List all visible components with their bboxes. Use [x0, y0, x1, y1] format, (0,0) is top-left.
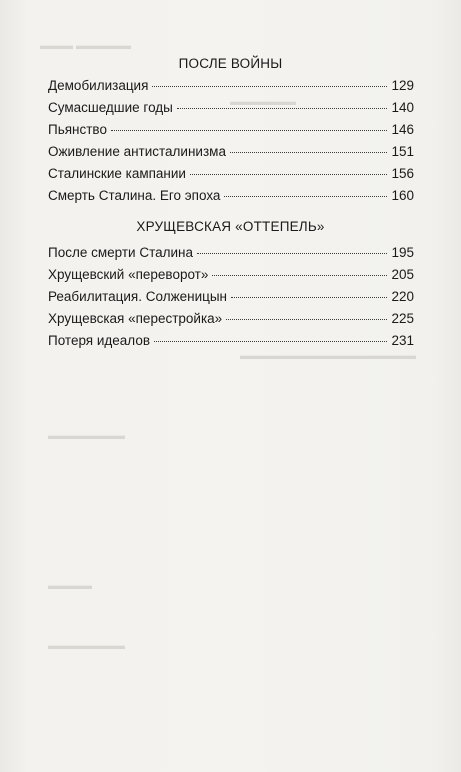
dot-leader — [226, 319, 387, 320]
toc-entry-page: 195 — [391, 245, 414, 260]
section-heading: ПОСЛЕ ВОЙНЫ — [178, 56, 283, 71]
toc-entry-title: Потеря идеалов — [48, 333, 151, 348]
dot-leader — [212, 275, 387, 276]
toc-list — [48, 245, 414, 355]
toc-entry-page: 146 — [391, 122, 414, 137]
dot-leader — [230, 152, 388, 153]
bleed-through-text: ▬▬▬▬ — [48, 580, 92, 592]
dot-leader — [197, 253, 387, 254]
toc-entry-page: 160 — [391, 188, 414, 203]
bleed-through-text: ▬▬▬ ▬▬▬▬▬ — [40, 40, 132, 52]
dot-leader — [190, 174, 388, 175]
toc-entry[interactable] — [48, 267, 414, 289]
toc-entry-title: После смерти Сталина — [48, 245, 193, 260]
toc-entry-title: Сталинские кампании — [48, 166, 186, 181]
dot-leader — [152, 86, 387, 87]
toc-entry-title: Оживление антисталинизма — [48, 144, 226, 159]
toc-entry[interactable] — [48, 144, 414, 166]
toc-entry[interactable] — [48, 289, 414, 311]
dot-leader — [111, 130, 388, 131]
toc-entry-page: 129 — [391, 78, 414, 93]
bleed-through-text: ▬▬▬▬▬▬▬▬▬▬▬▬▬▬▬▬ — [240, 350, 416, 362]
toc-entry-title: Хрущевский «переворот» — [48, 267, 209, 282]
toc-entry[interactable] — [48, 122, 414, 144]
toc-entry[interactable] — [48, 311, 414, 333]
dot-leader — [224, 196, 387, 197]
toc-list — [48, 78, 414, 210]
dot-leader — [231, 297, 387, 298]
toc-entry-page: 205 — [391, 267, 414, 282]
toc-entry[interactable] — [48, 166, 414, 188]
toc-entry-page: 231 — [391, 333, 414, 348]
toc-entry-page: 151 — [391, 144, 414, 159]
toc-entry-title: Хрущевская «перестройка» — [48, 311, 223, 326]
bleed-through-text: ▬▬▬▬▬▬ — [230, 96, 296, 108]
toc-entry-page: 140 — [391, 100, 414, 115]
toc-entry-title: Реабилитация. Солженицын — [48, 289, 228, 304]
bleed-through-text: ▬▬▬▬▬▬▬ — [48, 430, 125, 442]
toc-entry-title: Пьянство — [48, 122, 107, 137]
dot-leader — [154, 341, 387, 342]
toc-entry[interactable] — [48, 333, 414, 355]
toc-entry-page: 156 — [391, 166, 414, 181]
section-heading: ХРУЩЕВСКАЯ «ОТТЕПЕЛЬ» — [136, 219, 325, 234]
dot-leader — [177, 108, 388, 109]
toc-entry-page: 225 — [391, 311, 414, 326]
bleed-through-text: ▬▬▬▬▬▬▬ — [48, 640, 125, 652]
toc-entry[interactable] — [48, 245, 414, 267]
toc-entry-title: Демобилизация — [48, 78, 149, 93]
toc-entry-page: 220 — [391, 289, 414, 304]
toc-entry[interactable] — [48, 78, 414, 100]
toc-entry-title: Сумасшедшие годы — [48, 100, 173, 115]
toc-entry-title: Смерть Сталина. Его эпоха — [48, 188, 221, 203]
toc-entry[interactable] — [48, 100, 414, 122]
toc-entry[interactable] — [48, 188, 414, 210]
